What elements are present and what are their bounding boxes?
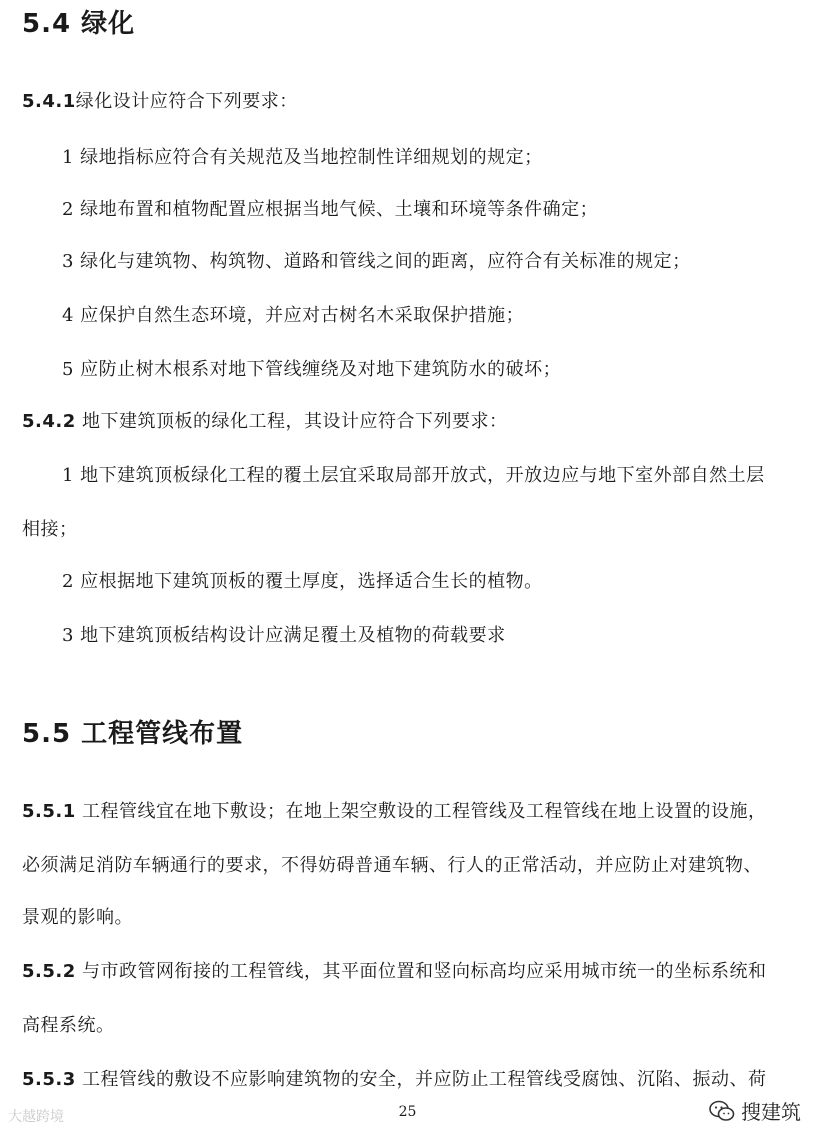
watermark-left: 大越跨境 (8, 1109, 64, 1125)
clause-text: 地下建筑顶板的绿化工程，其设计应符合下列要求： (81, 411, 508, 432)
clause-number: 5.4.1 (22, 91, 76, 112)
list-item: 2 应根据地下建筑顶板的覆土厚度，选择适合生长的植物。 (62, 571, 543, 592)
clause-number: 5.5.1 (22, 801, 76, 822)
clause-number: 5.4.2 (22, 411, 76, 432)
list-item-continuation: 相接； (22, 519, 78, 540)
watermark-text: 搜建筑 (741, 1100, 801, 1124)
clause-text: 与市政管网衔接的工程管线，其平面位置和竖向标高均应采用城市统一的坐标系统和 (81, 961, 767, 982)
clause-text: 工程管线宜在地下敷设；在地上架空敷设的工程管线及工程管线在地上设置的设施， (81, 801, 767, 822)
list-item: 1 绿地指标应符合有关规范及当地控制性详细规划的规定； (62, 147, 543, 168)
watermark-right (709, 1096, 801, 1125)
clause-text: 绿化设计应符合下列要求： (75, 91, 298, 112)
clause-continuation: 必须满足消防车辆通行的要求，不得妨碍普通车辆、行人的正常活动，并应防止对建筑物、 (22, 855, 762, 876)
list-item: 1 地下建筑顶板绿化工程的覆土层宜采取局部开放式，开放边应与地下室外部自然土层 (62, 465, 765, 486)
page-number: 25 (398, 1104, 417, 1120)
clause-5-4-2 (22, 410, 507, 434)
list-item: 3 地下建筑顶板结构设计应满足覆土及植物的荷载要求 (62, 625, 506, 646)
section-5-4-title: 5.4 绿化 (22, 9, 136, 39)
clause-number: 5.5.2 (22, 961, 76, 982)
clause-5-5-2 (22, 960, 766, 984)
clause-text: 工程管线的敷设不应影响建筑物的安全，并应防止工程管线受腐蚀、沉陷、振动、荷 (81, 1069, 767, 1090)
clause-5-4-1 (22, 90, 298, 114)
wechat-icon (709, 1100, 735, 1122)
list-item: 5 应防止树木根系对地下管线缠绕及对地下建筑防水的破坏； (62, 359, 562, 380)
list-item: 2 绿地布置和植物配置应根据当地气候、土壤和环境等条件确定； (62, 199, 599, 220)
clause-5-5-1 (22, 800, 766, 824)
section-5-5-title: 5.5 工程管线布置 (22, 719, 244, 749)
list-item: 3 绿化与建筑物、构筑物、道路和管线之间的距离，应符合有关标准的规定； (62, 251, 691, 272)
clause-number: 5.5.3 (22, 1069, 76, 1090)
clause-continuation: 高程系统。 (22, 1015, 115, 1036)
clause-continuation: 景观的影响。 (22, 907, 133, 928)
list-item: 4 应保护自然生态环境，并应对古树名木采取保护措施； (62, 305, 525, 326)
clause-5-5-3 (22, 1068, 766, 1092)
